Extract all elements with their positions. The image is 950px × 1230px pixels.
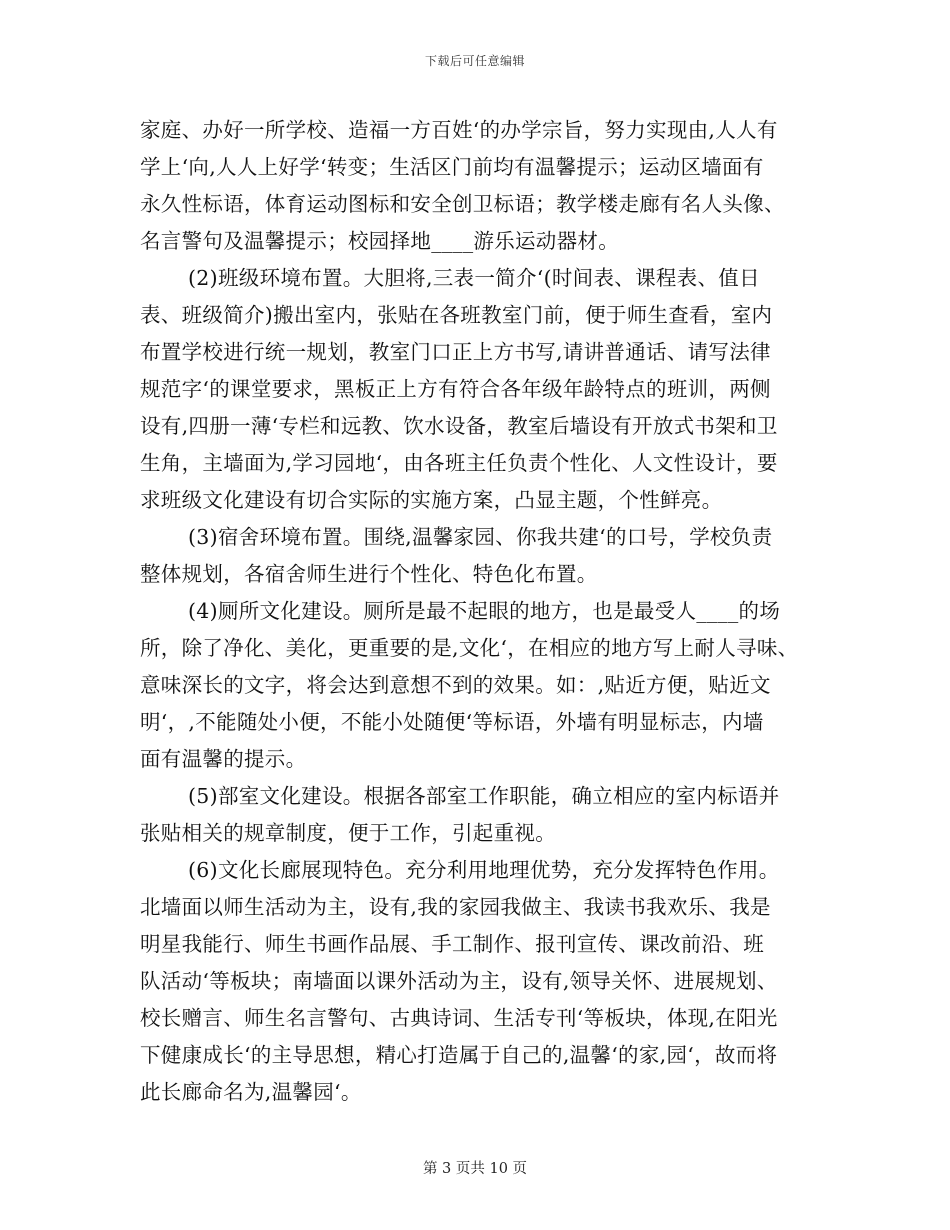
text-line: 所，除了净化、美化，更重要的是,文化‘，在相应的地方写上耐人寻味、 bbox=[140, 636, 799, 660]
page-footer: 第 3 页共 10 页 bbox=[422, 1161, 528, 1177]
text-line: 队活动‘等板块；南墙面以课外活动为主，设有,领导关怀、进展规划、 bbox=[140, 969, 778, 993]
text-line: 张贴相关的规章制度，便于工作，引起重视。 bbox=[140, 821, 556, 845]
text-line: 下健康成长‘的主导思想，精心打造属于自己的,温馨‘的家,园‘，故而将 bbox=[140, 1043, 778, 1067]
text-line: 设有,四册一薄‘专栏和远教、饮水设备，教室后墙设有开放式书架和卫 bbox=[140, 414, 778, 438]
text-line: 家庭、办好一所学校、造福一方百姓‘的办学宗旨，努力实现由,人人有 bbox=[140, 118, 778, 142]
text-line: 求班级文化建设有切合实际的实施方案，凸显主题，个性鲜亮。 bbox=[140, 488, 723, 512]
paragraph-3-start: (3)宿舍环境布置。围绕,温馨家园、你我共建‘的口号，学校负责 bbox=[188, 525, 773, 549]
paragraph-4-start: (4)厕所文化建设。厕所是最不起眼的地方，也是最受人____的场 bbox=[188, 599, 781, 623]
text-line: 面有温馨的提示。 bbox=[140, 747, 307, 771]
text-line: 规范字‘的课堂要求，黑板正上方有符合各年级年龄特点的班训，两侧 bbox=[140, 377, 771, 401]
text-line: 北墙面以师生活动为主，设有,我的家园我做主、我读书我欢乐、我是 bbox=[140, 895, 771, 919]
text-line: 校长赠言、师生名言警句、古典诗词、生活专刊‘等板块，体现,在阳光 bbox=[140, 1006, 778, 1030]
text-line: 布置学校进行统一规划，教室门口正上方书写,请讲普通话、请写法律 bbox=[140, 340, 771, 364]
text-line: 生角，主墙面为,学习园地‘，由各班主任负责个性化、人文性设计，要 bbox=[140, 451, 778, 475]
text-line: 此长廊命名为,温馨园‘。 bbox=[140, 1080, 362, 1104]
paragraph-6-start: (6)文化长廊展现特色。充分利用地理优势，充分发挥特色作用。 bbox=[188, 858, 780, 882]
text-line: 整体规划，各宿舍师生进行个性化、特色化布置。 bbox=[140, 562, 598, 586]
text-line: 名言警句及温馨提示；校园择地____游乐运动器材。 bbox=[140, 229, 619, 253]
text-line: 意味深长的文字，将会达到意想不到的效果。如：,贴近方便，贴近文 bbox=[140, 673, 771, 697]
text-line: 明星我能行、师生书画作品展、手工制作、报刊宣传、课改前沿、班 bbox=[140, 932, 764, 956]
text-line: 表、班级简介)搬出室内，张贴在各班教室门前，便于师生查看，室内 bbox=[140, 303, 773, 327]
paragraph-2-start: (2)班级环境布置。大胆将,三表一简介‘(时间表、课程表、值日 bbox=[188, 266, 760, 290]
text-line: 学上‘向,人人上好学‘转变；生活区门前均有温馨提示；运动区墙面有 bbox=[140, 155, 764, 179]
paragraph-5-start: (5)部室文化建设。根据各部室工作职能，确立相应的室内标语并 bbox=[188, 784, 780, 808]
text-line: 永久性标语，体育运动图标和安全创卫标语；教学楼走廊有名人头像、 bbox=[140, 192, 785, 216]
text-line: 明‘，,不能随处小便，不能小处随便‘等标语，外墙有明显标志，内墙 bbox=[140, 710, 764, 734]
document-body bbox=[140, 112, 830, 1111]
page-header: 下载后可任意编辑 bbox=[424, 54, 525, 68]
